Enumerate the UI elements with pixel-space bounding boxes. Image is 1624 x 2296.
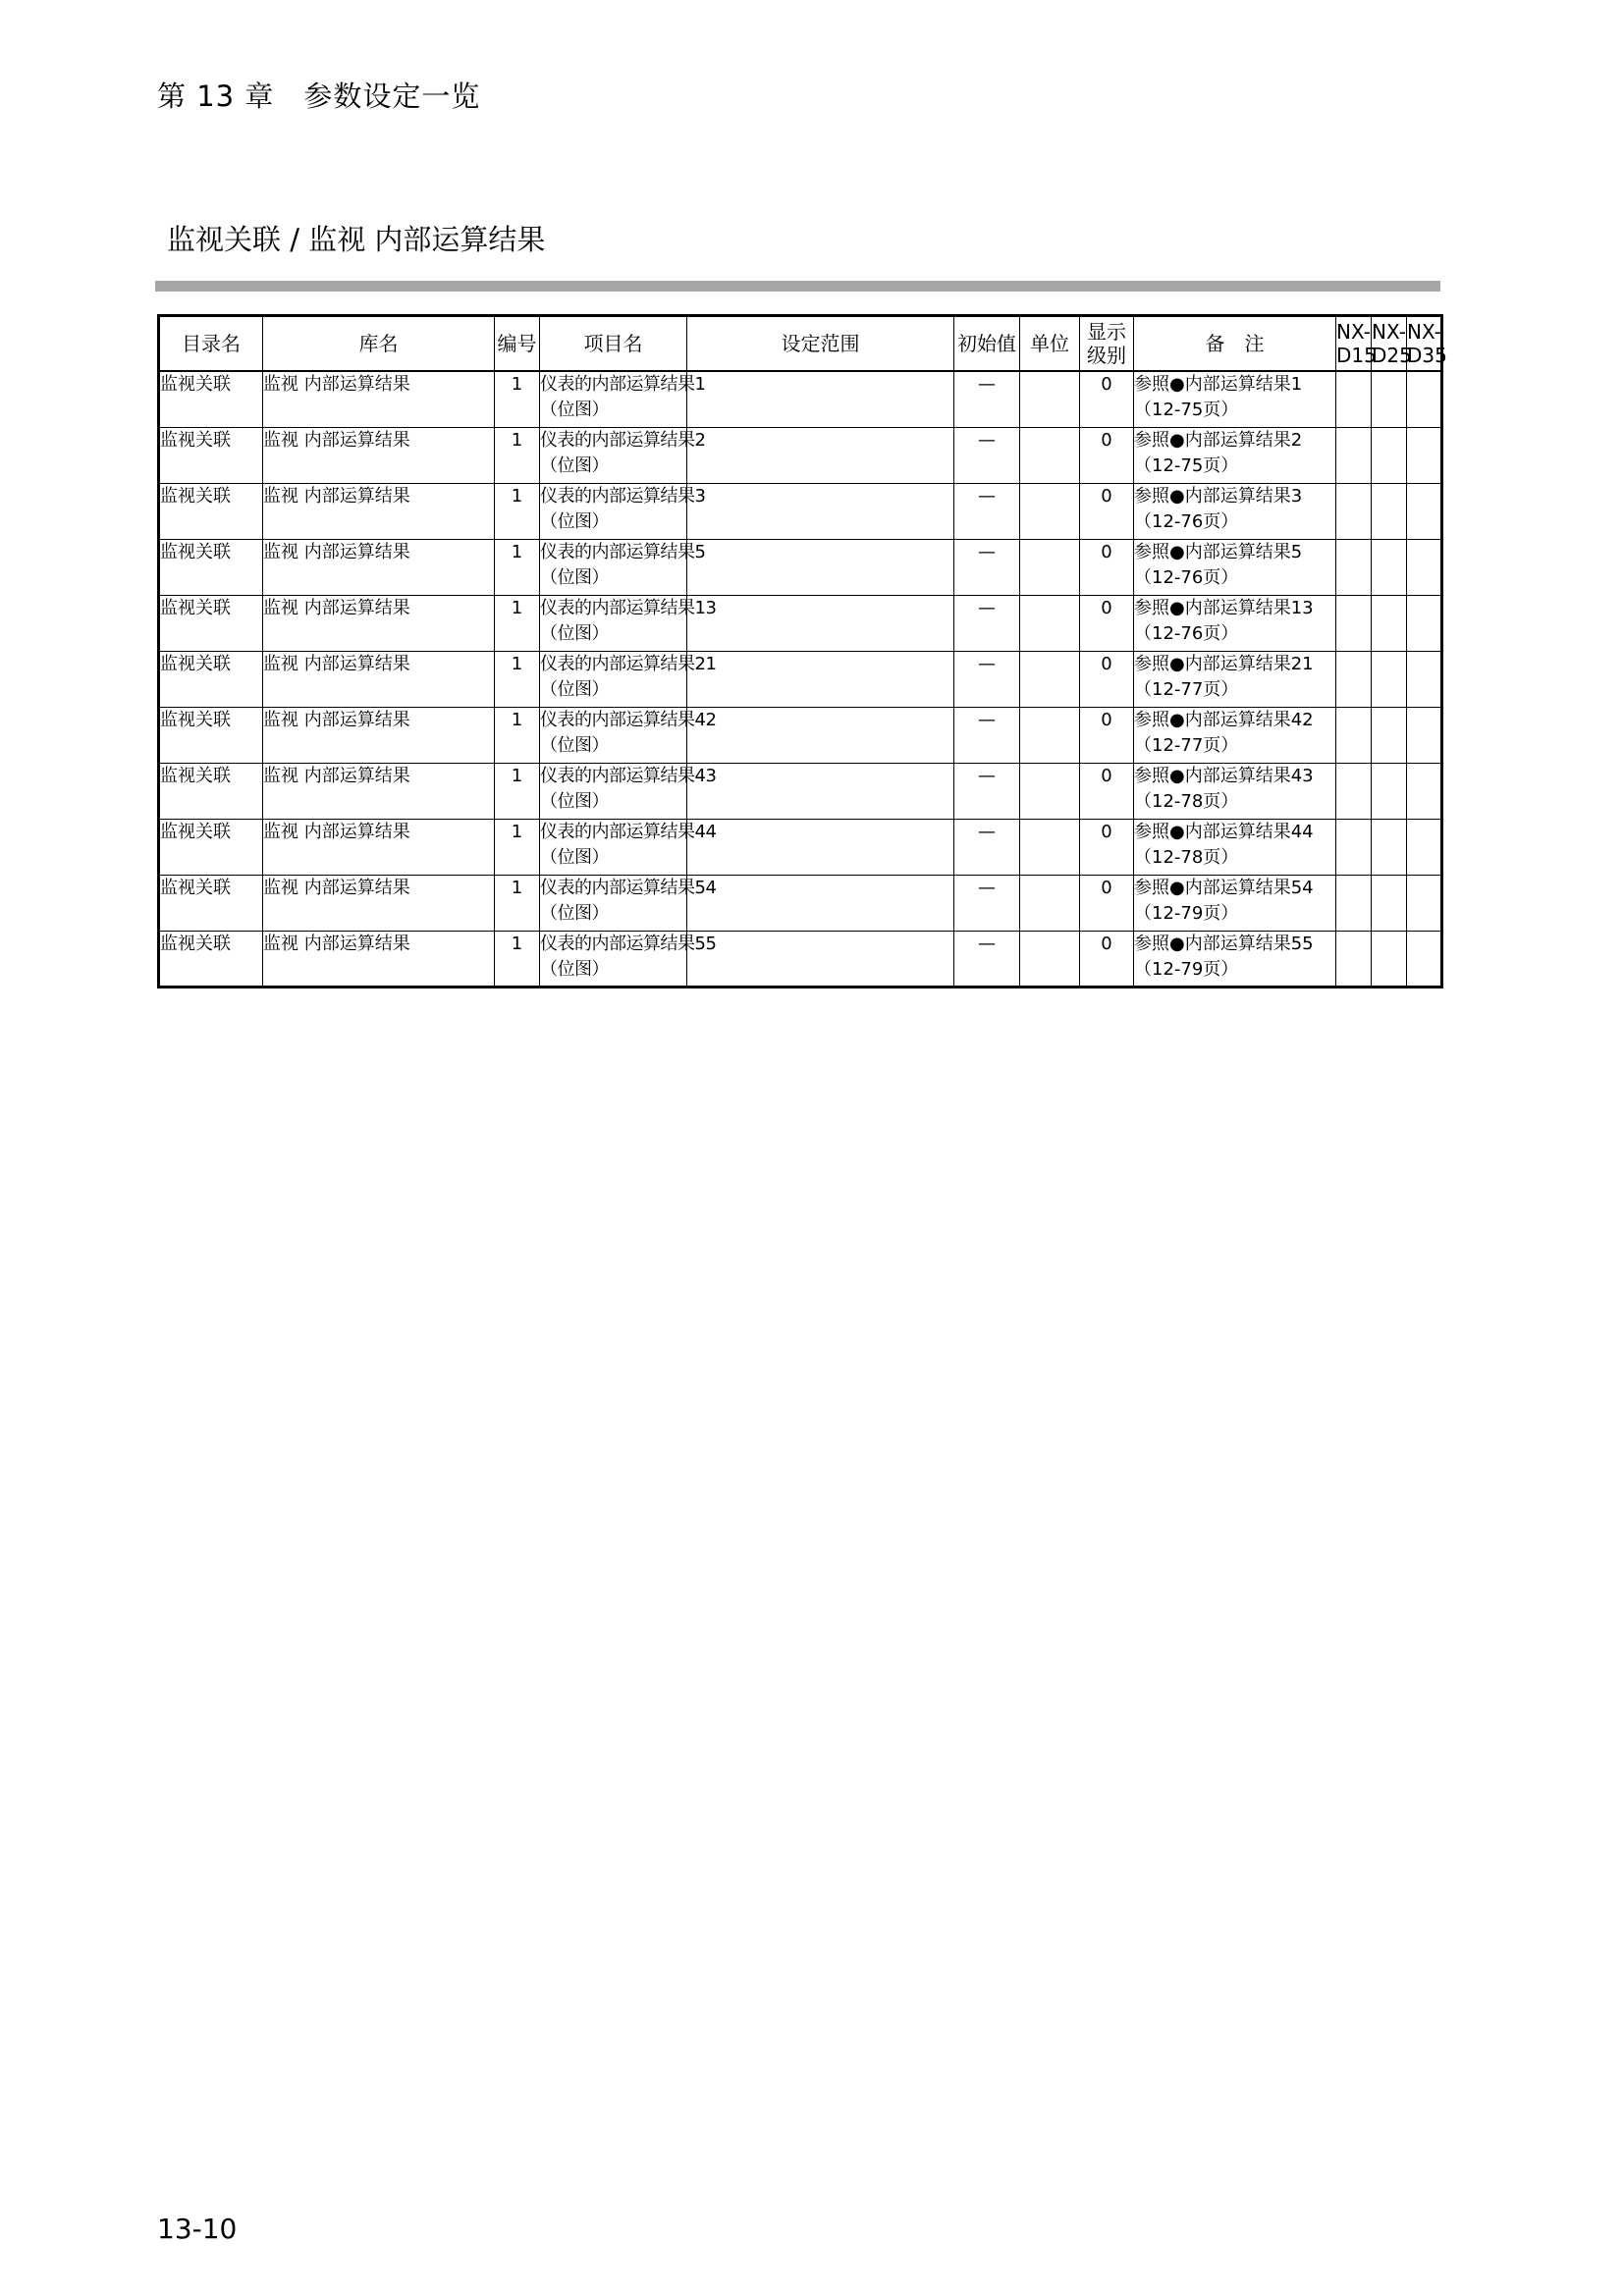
- cell-number: 1: [495, 539, 540, 595]
- cell-note-line1: 参照●内部运算结果42: [1134, 709, 1314, 730]
- cell-unit: [1020, 651, 1080, 707]
- cell-range: [687, 931, 954, 987]
- cell-number: 1: [495, 371, 540, 427]
- cell-note: [1134, 931, 1336, 987]
- cell-category: 监视关联: [159, 763, 263, 819]
- cell-item-line2: （位图）: [540, 678, 609, 700]
- cell-category: 监视关联: [159, 819, 263, 875]
- cell-number: 1: [495, 595, 540, 651]
- cell-nx-d25: [1372, 483, 1407, 539]
- cell-item-line1: 仪表的内部运算结果13: [540, 597, 717, 618]
- cell-nx-d15: [1336, 371, 1372, 427]
- cell-level: 0: [1080, 483, 1134, 539]
- cell-category: 监视关联: [159, 651, 263, 707]
- cell-note-line2: （12-78页）: [1134, 790, 1239, 812]
- cell-nx-d15: [1336, 819, 1372, 875]
- cell-number: 1: [495, 819, 540, 875]
- cell-note-line1: 参照●内部运算结果55: [1134, 933, 1314, 954]
- cell-item: [540, 819, 717, 875]
- table-row: [159, 707, 1442, 763]
- chapter-header: 第 13 章 参数设定一览: [157, 80, 481, 113]
- cell-note: [1134, 427, 1336, 483]
- cell-item: [540, 707, 717, 763]
- header-d25-line1: NX-: [1372, 320, 1406, 344]
- table-body: [159, 371, 1442, 987]
- cell-item-line2: （位图）: [540, 400, 609, 420]
- cell-nx-d25: [1372, 763, 1407, 819]
- header-library: 库名: [263, 316, 495, 372]
- cell-note: [1134, 819, 1336, 875]
- cell-library: 监视 内部运算结果: [263, 595, 495, 651]
- cell-range: [687, 483, 954, 539]
- header-level-line2: 级别: [1087, 344, 1126, 367]
- cell-nx-d35: [1407, 707, 1442, 763]
- cell-initial: —: [954, 539, 1020, 595]
- cell-note-line2: （12-75页）: [1134, 454, 1239, 476]
- section-title: 监视关联 / 监视 内部运算结果: [167, 223, 546, 256]
- cell-nx-d15: [1336, 595, 1372, 651]
- cell-note-line1: 参照●内部运算结果5: [1134, 541, 1303, 562]
- cell-number: 1: [495, 763, 540, 819]
- cell-category: 监视关联: [159, 595, 263, 651]
- cell-initial: —: [954, 707, 1020, 763]
- cell-note-line2: （12-79页）: [1134, 958, 1239, 980]
- cell-item: [540, 427, 706, 483]
- header-d25-line2: D25: [1372, 344, 1412, 367]
- table-row: [159, 539, 1442, 595]
- header-level-line1: 显示: [1087, 320, 1126, 344]
- cell-nx-d25: [1372, 707, 1407, 763]
- table-row: [159, 483, 1442, 539]
- cell-unit: [1020, 931, 1080, 987]
- cell-note-line2: （12-75页）: [1134, 400, 1239, 420]
- cell-level: 0: [1080, 595, 1134, 651]
- cell-nx-d25: [1372, 371, 1407, 427]
- cell-level: 0: [1080, 539, 1134, 595]
- header-d35-line1: NX-: [1407, 320, 1441, 344]
- cell-item-line1: 仪表的内部运算结果55: [540, 933, 717, 954]
- table-row: [159, 595, 1442, 651]
- cell-note-line1: 参照●内部运算结果3: [1134, 485, 1303, 507]
- cell-nx-d35: [1407, 539, 1442, 595]
- table-row: [159, 651, 1442, 707]
- cell-nx-d15: [1336, 539, 1372, 595]
- cell-nx-d15: [1336, 875, 1372, 931]
- cell-item: [540, 763, 717, 819]
- cell-category: 监视关联: [159, 931, 263, 987]
- cell-range: [687, 819, 954, 875]
- cell-nx-d35: [1407, 763, 1442, 819]
- cell-initial: —: [954, 483, 1020, 539]
- cell-nx-d35: [1407, 427, 1442, 483]
- cell-nx-d15: [1336, 763, 1372, 819]
- header-note: 备 注: [1134, 316, 1336, 372]
- header-category: 目录名: [159, 316, 263, 372]
- cell-item-line2: （位图）: [540, 510, 609, 532]
- section-divider: [155, 281, 1440, 292]
- cell-range: [687, 651, 954, 707]
- cell-nx-d15: [1336, 707, 1372, 763]
- cell-range: [687, 427, 954, 483]
- table-row: [159, 427, 1442, 483]
- cell-item-line2: （位图）: [540, 958, 609, 980]
- cell-item: [540, 539, 706, 595]
- cell-number: 1: [495, 707, 540, 763]
- cell-level: 0: [1080, 427, 1134, 483]
- cell-note-line2: （12-76页）: [1134, 566, 1239, 588]
- cell-range: [687, 875, 954, 931]
- cell-nx-d35: [1407, 595, 1442, 651]
- cell-note: [1134, 707, 1336, 763]
- cell-unit: [1020, 875, 1080, 931]
- cell-note: [1134, 763, 1336, 819]
- header-unit: 单位: [1020, 316, 1080, 372]
- cell-item: [540, 875, 717, 931]
- cell-note-line1: 参照●内部运算结果44: [1134, 821, 1314, 842]
- cell-item-line1: 仪表的内部运算结果3: [540, 485, 706, 507]
- cell-nx-d25: [1372, 539, 1407, 595]
- cell-note-line2: （12-77页）: [1134, 734, 1239, 756]
- cell-item-line1: 仪表的内部运算结果44: [540, 821, 717, 842]
- cell-item: [540, 371, 706, 427]
- cell-item-line1: 仪表的内部运算结果5: [540, 541, 706, 562]
- table-row: [159, 875, 1442, 931]
- cell-item-line1: 仪表的内部运算结果43: [540, 765, 717, 786]
- cell-category: 监视关联: [159, 539, 263, 595]
- cell-nx-d25: [1372, 427, 1407, 483]
- cell-nx-d35: [1407, 875, 1442, 931]
- cell-library: 监视 内部运算结果: [263, 875, 495, 931]
- cell-note-line2: （12-78页）: [1134, 846, 1239, 868]
- cell-nx-d15: [1336, 483, 1372, 539]
- parameter-table: [157, 314, 1447, 988]
- cell-range: [687, 595, 954, 651]
- cell-category: 监视关联: [159, 427, 263, 483]
- cell-initial: —: [954, 371, 1020, 427]
- cell-item-line1: 仪表的内部运算结果21: [540, 653, 717, 674]
- table-row: [159, 931, 1442, 987]
- cell-number: 1: [495, 651, 540, 707]
- cell-note-line1: 参照●内部运算结果1: [1134, 374, 1303, 395]
- cell-initial: —: [954, 931, 1020, 987]
- cell-nx-d35: [1407, 931, 1442, 987]
- cell-library: 监视 内部运算结果: [263, 707, 495, 763]
- cell-item: [540, 483, 706, 539]
- cell-note-line2: （12-76页）: [1134, 622, 1239, 644]
- cell-note: [1134, 371, 1336, 427]
- cell-category: 监视关联: [159, 875, 263, 931]
- header-level: [1080, 316, 1134, 372]
- cell-nx-d25: [1372, 875, 1407, 931]
- header-nx-d35: [1407, 316, 1447, 372]
- table-row: [159, 819, 1442, 875]
- cell-nx-d35: [1407, 371, 1442, 427]
- cell-item-line1: 仪表的内部运算结果54: [540, 877, 717, 898]
- cell-unit: [1020, 539, 1080, 595]
- cell-nx-d15: [1336, 931, 1372, 987]
- cell-library: 监视 内部运算结果: [263, 371, 495, 427]
- cell-item-line2: （位图）: [540, 734, 609, 756]
- cell-nx-d15: [1336, 651, 1372, 707]
- cell-item-line2: （位图）: [540, 902, 609, 924]
- cell-initial: —: [954, 819, 1020, 875]
- cell-note: [1134, 875, 1336, 931]
- cell-item-line1: 仪表的内部运算结果2: [540, 429, 706, 451]
- header-number: 编号: [495, 316, 540, 372]
- cell-note-line1: 参照●内部运算结果43: [1134, 765, 1314, 786]
- table-header-row: [159, 316, 1442, 372]
- header-nx-d15: [1336, 316, 1377, 372]
- cell-nx-d25: [1372, 931, 1407, 987]
- header-initial: 初始值: [954, 316, 1020, 372]
- cell-level: 0: [1080, 707, 1134, 763]
- cell-unit: [1020, 483, 1080, 539]
- cell-unit: [1020, 819, 1080, 875]
- cell-category: 监视关联: [159, 483, 263, 539]
- cell-range: [687, 371, 954, 427]
- cell-level: 0: [1080, 931, 1134, 987]
- header-d35-line2: D35: [1407, 344, 1447, 367]
- cell-library: 监视 内部运算结果: [263, 483, 495, 539]
- cell-number: 1: [495, 875, 540, 931]
- cell-item-line1: 仪表的内部运算结果42: [540, 709, 717, 730]
- cell-level: 0: [1080, 763, 1134, 819]
- cell-unit: [1020, 371, 1080, 427]
- cell-item: [540, 595, 717, 651]
- cell-item-line2: （位图）: [540, 566, 609, 588]
- cell-library: 监视 内部运算结果: [263, 651, 495, 707]
- cell-note-line1: 参照●内部运算结果21: [1134, 653, 1314, 674]
- cell-level: 0: [1080, 651, 1134, 707]
- cell-number: 1: [495, 483, 540, 539]
- header-d15-line2: D15: [1336, 344, 1377, 367]
- cell-unit: [1020, 595, 1080, 651]
- cell-library: 监视 内部运算结果: [263, 763, 495, 819]
- cell-note: [1134, 651, 1336, 707]
- cell-item-line2: （位图）: [540, 622, 609, 644]
- header-item: 项目名: [540, 316, 687, 372]
- cell-category: 监视关联: [159, 707, 263, 763]
- cell-note: [1134, 483, 1336, 539]
- cell-library: 监视 内部运算结果: [263, 427, 495, 483]
- cell-library: 监视 内部运算结果: [263, 819, 495, 875]
- cell-number: 1: [495, 931, 540, 987]
- table-row: [159, 371, 1442, 427]
- cell-item-line2: （位图）: [540, 846, 609, 868]
- cell-note-line2: （12-76页）: [1134, 510, 1239, 532]
- cell-note-line2: （12-79页）: [1134, 902, 1239, 924]
- cell-nx-d25: [1372, 819, 1407, 875]
- cell-initial: —: [954, 651, 1020, 707]
- cell-initial: —: [954, 595, 1020, 651]
- cell-note-line1: 参照●内部运算结果13: [1134, 597, 1314, 618]
- cell-level: 0: [1080, 875, 1134, 931]
- header-nx-d25: [1372, 316, 1412, 372]
- cell-note-line2: （12-77页）: [1134, 678, 1239, 700]
- cell-note: [1134, 539, 1336, 595]
- cell-nx-d25: [1372, 651, 1407, 707]
- cell-item: [540, 931, 717, 987]
- cell-note-line1: 参照●内部运算结果2: [1134, 429, 1303, 451]
- cell-range: [687, 539, 954, 595]
- cell-item-line2: （位图）: [540, 454, 609, 476]
- cell-initial: —: [954, 763, 1020, 819]
- cell-nx-d35: [1407, 819, 1442, 875]
- cell-note: [1134, 595, 1336, 651]
- cell-level: 0: [1080, 819, 1134, 875]
- cell-library: 监视 内部运算结果: [263, 539, 495, 595]
- page-number: 13-10: [157, 2213, 238, 2245]
- table-row: [159, 763, 1442, 819]
- cell-level: 0: [1080, 371, 1134, 427]
- cell-item: [540, 651, 717, 707]
- cell-unit: [1020, 427, 1080, 483]
- cell-range: [687, 707, 954, 763]
- cell-nx-d35: [1407, 483, 1442, 539]
- cell-library: 监视 内部运算结果: [263, 931, 495, 987]
- cell-item-line2: （位图）: [540, 790, 609, 812]
- cell-unit: [1020, 763, 1080, 819]
- cell-initial: —: [954, 427, 1020, 483]
- cell-number: 1: [495, 427, 540, 483]
- cell-nx-d15: [1336, 427, 1372, 483]
- header-d15-line1: NX-: [1336, 320, 1371, 344]
- cell-note-line1: 参照●内部运算结果54: [1134, 877, 1314, 898]
- cell-range: [687, 763, 954, 819]
- cell-nx-d35: [1407, 651, 1442, 707]
- header-range: 设定范围: [687, 316, 954, 372]
- cell-unit: [1020, 707, 1080, 763]
- cell-item-line1: 仪表的内部运算结果1: [540, 374, 706, 395]
- cell-category: 监视关联: [159, 371, 263, 427]
- cell-nx-d25: [1372, 595, 1407, 651]
- cell-initial: —: [954, 875, 1020, 931]
